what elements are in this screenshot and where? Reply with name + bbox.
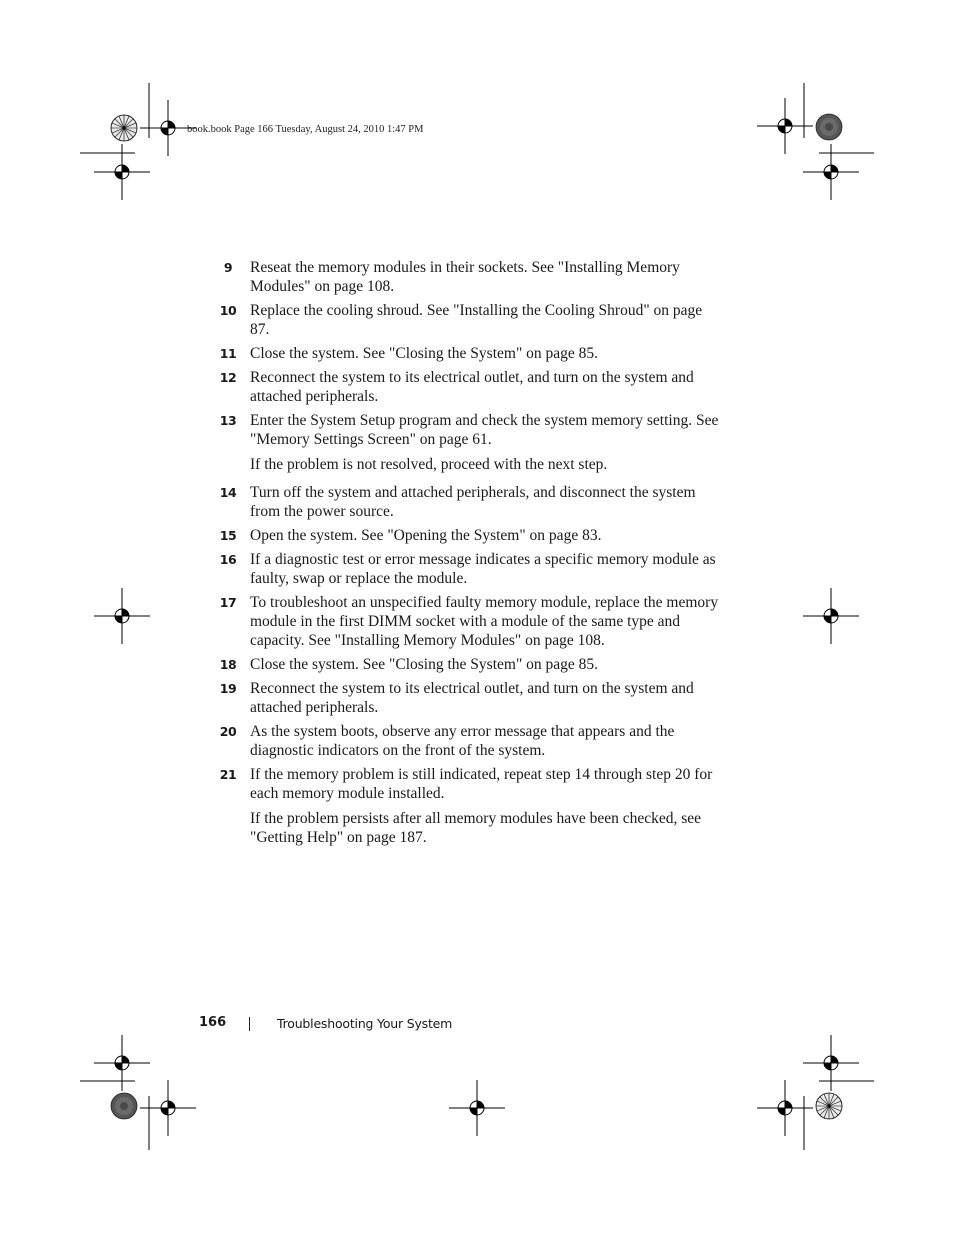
step-note: If the problem persists after all memory modules have been checked, see "Getting Help" on page 187.	[250, 810, 702, 846]
step-text: Open the system. See "Opening the System" on page 83.	[250, 527, 602, 544]
step-number: 11	[219, 346, 237, 361]
registration-mark-bottom-left	[80, 1035, 196, 1150]
registration-mark-top-left	[80, 83, 196, 200]
step-text: Enter the System Setup program and check the system memory setting. See "Memory Settings Screen" on page 61.	[250, 412, 719, 448]
step-text: Turn off the system and attached peripherals, and disconnect the system from the power source.	[250, 484, 696, 520]
step-text: Reconnect the system to its electrical outlet, and turn on the system and attached peripherals.	[250, 369, 694, 405]
step-number: 21	[219, 767, 237, 782]
step-number: 9	[223, 260, 233, 275]
step-text: Reseat the memory modules in their sockets. See "Installing Memory Modules" on page 108.	[250, 259, 680, 295]
step-number: 10	[219, 303, 237, 318]
step-text: Replace the cooling shroud. See "Installing the Cooling Shroud" on page 87.	[250, 302, 703, 338]
registration-mark-bottom-center	[449, 1080, 505, 1136]
step-number: 15	[219, 528, 237, 543]
print-slug: book.book Page 166 Tuesday, August 24, 2010 1:47 PM	[187, 124, 424, 135]
step-text: To troubleshoot an unspecified faulty memory module, replace the memory module in the first DIMM socket with a module of the same type and capacity. See "Installing Memory Modules" on page 108.	[250, 594, 719, 649]
step-text: As the system boots, observe any error message that appears and the diagnostic indicators on the front of the system.	[250, 723, 675, 759]
step-text: Close the system. See "Closing the System" on page 85.	[250, 656, 599, 673]
step-text: Reconnect the system to its electrical outlet, and turn on the system and attached peripherals.	[250, 680, 694, 716]
registration-mark-top-right	[757, 83, 874, 200]
footer-chapter-title: Troubleshooting Your System	[277, 1016, 453, 1031]
step-note: If the problem is not resolved, proceed with the next step.	[250, 456, 608, 473]
step-number: 16	[219, 552, 237, 567]
registration-mark-mid-right	[803, 588, 859, 644]
step-number: 17	[219, 595, 237, 610]
step-text: If the memory problem is still indicated, repeat step 14 through step 20 for each memory module installed.	[250, 766, 713, 802]
footer-page-number: 166	[199, 1015, 227, 1030]
step-text: If a diagnostic test or error message indicates a specific memory module as faulty, swap or replace the module.	[250, 551, 716, 587]
step-number: 18	[219, 657, 237, 672]
registration-mark-bottom-right	[757, 1035, 874, 1150]
registration-mark-mid-left	[94, 588, 150, 644]
step-number: 12	[219, 370, 237, 385]
step-number: 19	[219, 681, 237, 696]
step-text: Close the system. See "Closing the System" on page 85.	[250, 345, 599, 362]
step-number: 13	[219, 413, 237, 428]
step-number: 14	[219, 485, 237, 500]
step-number: 20	[219, 724, 237, 739]
